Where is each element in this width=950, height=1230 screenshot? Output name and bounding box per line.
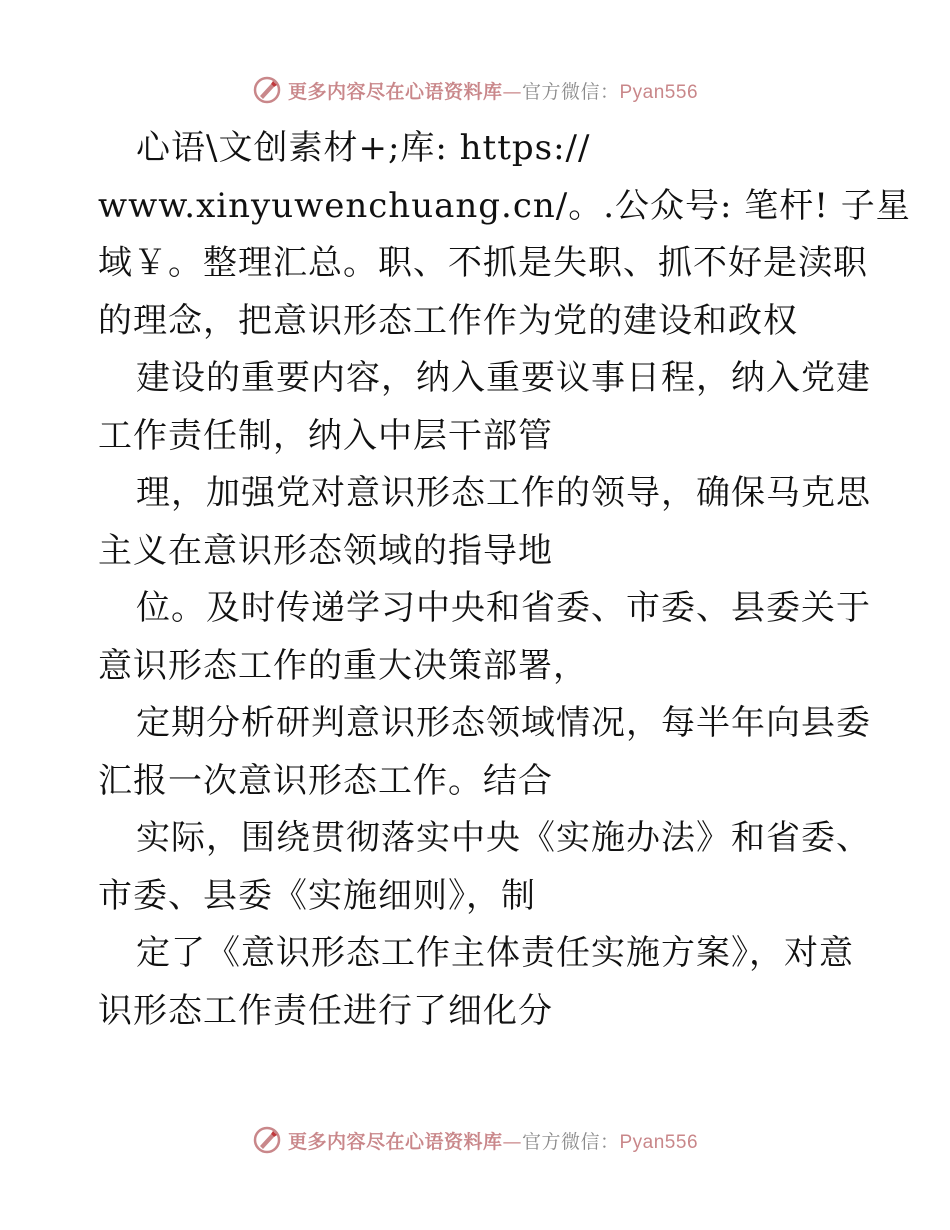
banner-wechat-id: Pyan556 — [619, 1131, 699, 1153]
text-line: 工作责任制，纳入中层干部管 — [98, 415, 553, 456]
banner-dash: — — [502, 1130, 522, 1153]
text-line: 市委、县委《实施细则》，制 — [98, 875, 536, 916]
text-line: 定期分析研判意识形态领域情况，每半年向县委 — [136, 703, 871, 743]
text-line: 主义在意识形态领域的指导地 — [98, 530, 553, 571]
text-line: 意识形态工作的重大决策部署， — [98, 645, 588, 686]
banner-dash: — — [502, 80, 522, 103]
text-line: 实际，围绕贯彻落实中央《实施办法》和省委、 — [136, 818, 871, 858]
pen-logo-icon — [252, 75, 282, 105]
footer-banner — [0, 1120, 950, 1160]
text-line: 域￥。整理汇总。职、不抓是失职、抓不好是渎职 — [98, 243, 868, 283]
text-line: 汇报一次意识形态工作。结合 — [98, 760, 553, 801]
text-line: 定了《意识形态工作主体责任实施方案》，对意 — [136, 933, 854, 973]
text-line: 的理念，把意识形态工作作为党的建设和政权 — [98, 300, 798, 341]
text-line: 理，加强党对意识形态工作的领导，确保马克思 — [136, 473, 871, 513]
text-line: 心语\文创素材+;库: https:// — [136, 128, 591, 168]
banner-wechat-label: 官方微信： — [521, 80, 620, 103]
document-body — [98, 120, 911, 1040]
text-line: 建设的重要内容，纳入重要议事日程，纳入党建 — [136, 358, 871, 398]
banner-main-text: 更多内容尽在心语资料库 — [287, 80, 503, 103]
pen-logo-icon — [252, 1125, 282, 1155]
banner-text — [288, 77, 698, 104]
banner-text — [288, 1127, 698, 1154]
banner-main-text: 更多内容尽在心语资料库 — [287, 1130, 503, 1153]
text-line: 位。及时传递学习中央和省委、市委、县委关于 — [136, 588, 871, 628]
text-line: www.xinyuwenchuang.cn/。.公众号: 笔杆! 子星 — [98, 185, 911, 226]
text-line: 识形态工作责任进行了细化分 — [98, 990, 553, 1031]
header-banner — [0, 70, 950, 110]
banner-wechat-id: Pyan556 — [619, 81, 699, 103]
banner-wechat-label: 官方微信： — [521, 1130, 620, 1153]
